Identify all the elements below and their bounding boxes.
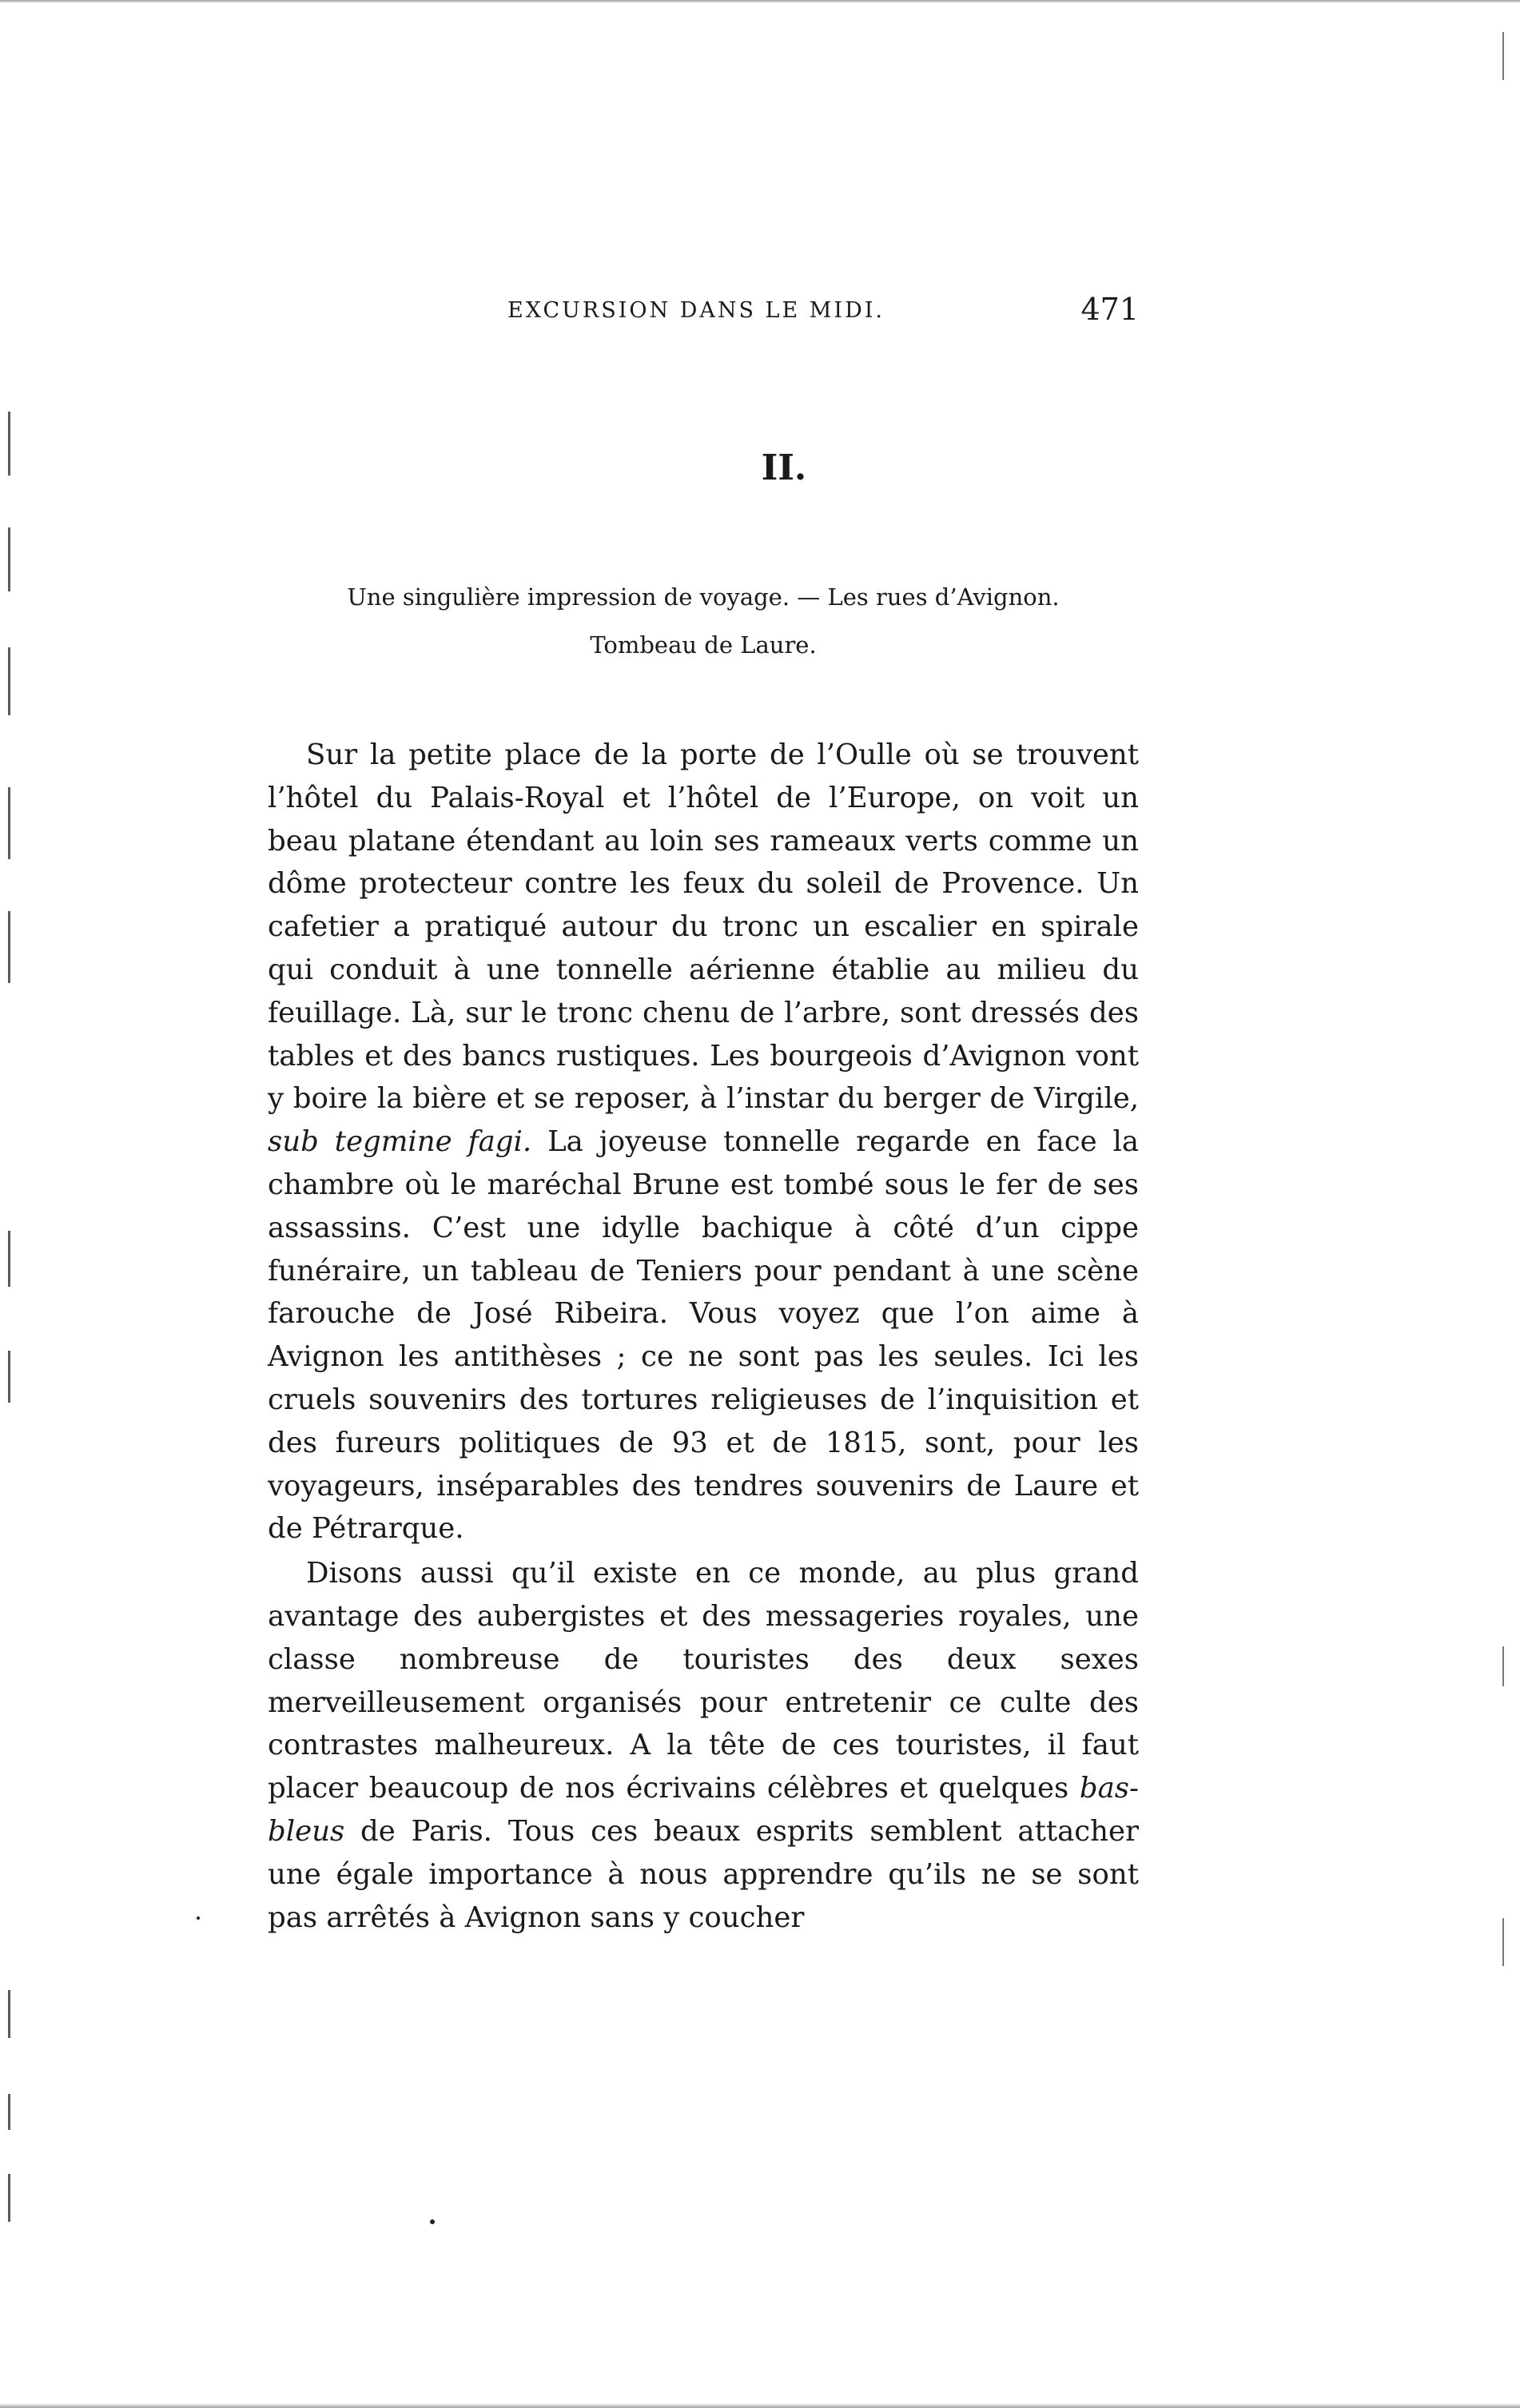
scan-edge-mark bbox=[1502, 32, 1504, 80]
scan-margin-mark bbox=[8, 1990, 10, 2038]
scan-margin-mark bbox=[8, 787, 10, 859]
paragraph-text: Disons aussi qu’il existe en ce monde, au plus grand avantage des aubergistes et des messageries royales, une classe nombreuse de touristes des deux sexes merveilleusement organisés pour entretenir ce culte des contrastes malheureux. A la tête de ces touristes, il faut placer beaucoup de nos écrivains célèbres et quelques bbox=[268, 1557, 1139, 1805]
scan-speck bbox=[430, 2219, 435, 2224]
paragraph bbox=[268, 734, 1139, 1550]
italic-term: bas-bleus bbox=[268, 1772, 1139, 1848]
scan-margin-mark bbox=[8, 527, 10, 591]
scan-bottom-edge bbox=[0, 2403, 1520, 2408]
scan-speck bbox=[197, 1916, 200, 1920]
chapter-summary-line: Tombeau de Laure. bbox=[590, 631, 817, 659]
paragraph-text: La joyeuse tonnelle regarde en face la chambre où le maréchal Brune est tombé sous le fer de ses assassins. C’est une idylle bachique à côté d’un cippe funéraire, un tableau de Teniers pour pendant à une scène farouche de José Ribeira. Vous voyez que l’on aime à Avignon les antithèses ; ce ne sont pas les seules. Ici les cruels souvenirs des tortures religieuses de l’inquisition et des fureurs politiques de 93 et de 1815, sont, pour les voyageurs, inséparables des tendres souvenirs de Laure et de Pétrarque. bbox=[268, 1125, 1139, 1546]
chapter-summary-line: Une singulière impression de voyage. — Les rues d’Avignon. bbox=[347, 583, 1060, 611]
latin-quote: sub tegmine fagi. bbox=[268, 1125, 532, 1159]
running-head bbox=[264, 292, 1139, 332]
scan-edge-mark bbox=[1502, 1918, 1504, 1966]
scan-margin-mark bbox=[8, 2174, 10, 2222]
body-text bbox=[268, 734, 1139, 1939]
scan-top-edge bbox=[0, 0, 1520, 3]
scan-margin-mark bbox=[8, 2094, 10, 2130]
scan-margin-mark bbox=[8, 1351, 10, 1403]
scan-margin-mark bbox=[8, 1231, 10, 1287]
scan-margin-mark bbox=[8, 911, 10, 983]
page-number: 471 bbox=[1080, 292, 1139, 327]
paragraph bbox=[268, 1552, 1139, 1939]
paragraph-text: Sur la petite place de la porte de l’Oulle où se trouvent l’hôtel du Palais-Royal et l’hôtel de l’Europe, on voit un beau platane étendant au loin ses rameaux verts comme un dôme protecteur contre les feux du soleil de Provence. Un cafetier a pratiqué autour du tronc un escalier en spirale qui conduit à une tonnelle aérienne établie au milieu du feuillage. Là, sur le tronc chenu de l’arbre, sont dressés des tables et des bancs rustiques. Les bourgeois d’Avignon vont y boire la bière et se reposer, à l’instar du berger de Virgile, bbox=[268, 738, 1139, 1116]
running-title: EXCURSION DANS LE MIDI. bbox=[507, 298, 885, 323]
chapter-number: II. bbox=[761, 448, 807, 488]
paragraph-text: de Paris. Tous ces beaux esprits semblent attacher une égale importance à nous apprendre qu’ils ne se sont pas arrêtés à Avignon sans y coucher bbox=[268, 1814, 1139, 1934]
scan-margin-mark bbox=[8, 647, 10, 715]
scan-edge-mark bbox=[1502, 1646, 1504, 1686]
